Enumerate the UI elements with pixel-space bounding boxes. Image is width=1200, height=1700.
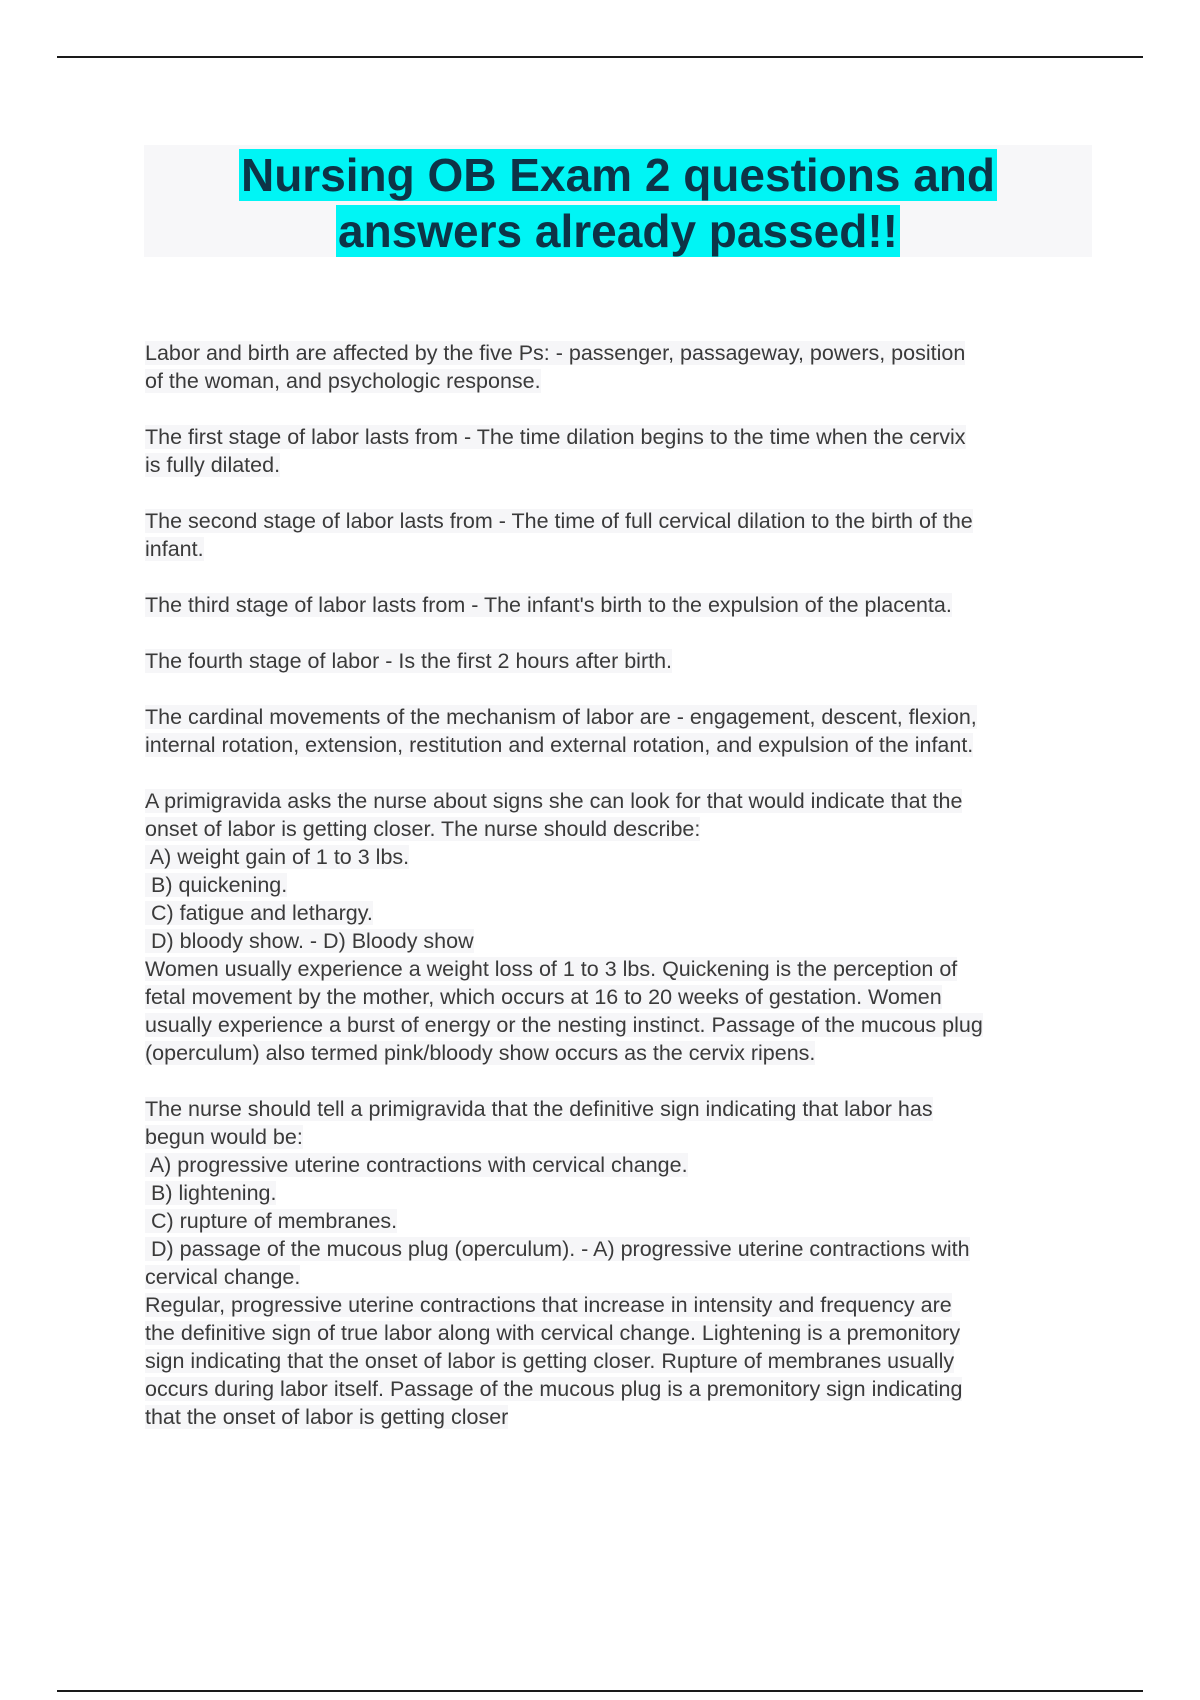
qa-line bbox=[145, 843, 1093, 871]
qa-line-text: usually experience a burst of energy or the nesting instinct. Passage of the mucous plug bbox=[145, 1013, 983, 1037]
qa-line-text: sign indicating that the onset of labor is getting closer. Rupture of membranes usually bbox=[145, 1349, 955, 1373]
page-title bbox=[144, 145, 1092, 259]
qa-line-text: the definitive sign of true labor along with cervical change. Lightening is a premonitory bbox=[145, 1321, 961, 1345]
top-rule bbox=[57, 56, 1143, 58]
qa-line bbox=[145, 1263, 1093, 1291]
qa-line-text: The fourth stage of labor - Is the first 2 hours after birth. bbox=[145, 649, 673, 673]
title-banner bbox=[144, 145, 1092, 257]
qa-line-text: D) passage of the mucous plug (operculum). - A) progressive uterine contractions with bbox=[145, 1237, 970, 1261]
qa-item bbox=[145, 1095, 1093, 1431]
qa-line bbox=[145, 1319, 1093, 1347]
qa-line-text: Women usually experience a weight loss of 1 to 3 lbs. Quickening is the perception of bbox=[145, 957, 958, 981]
qa-line-text: The third stage of labor lasts from - The infant's birth to the expulsion of the placenta. bbox=[145, 593, 952, 617]
qa-line bbox=[145, 1151, 1093, 1179]
qa-line-text: A primigravida asks the nurse about signs she can look for that would indicate that the bbox=[145, 789, 963, 813]
qa-line-text: The first stage of labor lasts from - The time dilation begins to the time when the cervix bbox=[145, 425, 966, 449]
qa-line bbox=[145, 899, 1093, 927]
qa-line bbox=[145, 955, 1093, 983]
qa-item bbox=[145, 507, 1093, 563]
qa-line bbox=[145, 871, 1093, 899]
qa-line bbox=[145, 591, 1093, 619]
qa-line-text: of the woman, and psychologic response. bbox=[145, 369, 541, 393]
qa-line-text: that the onset of labor is getting closer bbox=[145, 1405, 509, 1429]
qa-line bbox=[145, 339, 1093, 367]
qa-line-text: B) lightening. bbox=[145, 1181, 277, 1205]
qa-line bbox=[145, 983, 1093, 1011]
qa-line bbox=[145, 507, 1093, 535]
qa-line bbox=[145, 703, 1093, 731]
qa-item bbox=[145, 591, 1093, 619]
qa-item bbox=[145, 339, 1093, 395]
qa-line bbox=[145, 535, 1093, 563]
qa-line-text: D) bloody show. - D) Bloody show bbox=[145, 929, 474, 953]
qa-line-text: fetal movement by the mother, which occurs at 16 to 20 weeks of gestation. Women bbox=[145, 985, 942, 1009]
qa-line-text: C) fatigue and lethargy. bbox=[145, 901, 373, 925]
qa-item bbox=[145, 423, 1093, 479]
qa-line bbox=[145, 423, 1093, 451]
qa-line bbox=[145, 451, 1093, 479]
qa-line-text: cervical change. bbox=[145, 1265, 301, 1289]
qa-line-text: A) progressive uterine contractions with cervical change. bbox=[145, 1153, 688, 1177]
qa-line-text: internal rotation, extension, restitution and external rotation, and expulsion of the infant. bbox=[145, 733, 974, 757]
qa-item bbox=[145, 703, 1093, 759]
qa-line-text: A) weight gain of 1 to 3 lbs. bbox=[145, 845, 410, 869]
qa-line-text: (operculum) also termed pink/bloody show occurs as the cervix ripens. bbox=[145, 1041, 816, 1065]
qa-line-text: Labor and birth are affected by the five Ps: - passenger, passageway, powers, position bbox=[145, 341, 966, 365]
qa-line bbox=[145, 1095, 1093, 1123]
qa-line bbox=[145, 1403, 1093, 1431]
bottom-rule bbox=[57, 1690, 1143, 1692]
title-line-1: Nursing OB Exam 2 questions and bbox=[240, 149, 996, 201]
qa-line bbox=[145, 1179, 1093, 1207]
qa-item bbox=[145, 787, 1093, 1067]
qa-line bbox=[145, 1207, 1093, 1235]
qa-line bbox=[145, 367, 1093, 395]
qa-line-text: onset of labor is getting closer. The nurse should describe: bbox=[145, 817, 701, 841]
qa-line bbox=[145, 787, 1093, 815]
qa-line-text: The cardinal movements of the mechanism of labor are - engagement, descent, flexion, bbox=[145, 705, 977, 729]
qa-line bbox=[145, 1039, 1093, 1067]
qa-line-text: infant. bbox=[145, 537, 204, 561]
qa-line bbox=[145, 1291, 1093, 1319]
qa-line-text: occurs during labor itself. Passage of the mucous plug is a premonitory sign indicating bbox=[145, 1377, 963, 1401]
document-body bbox=[145, 339, 1093, 1459]
qa-line-text: The second stage of labor lasts from - The time of full cervical dilation to the birth of the bbox=[145, 509, 973, 533]
qa-item bbox=[145, 647, 1093, 675]
qa-line bbox=[145, 927, 1093, 955]
qa-line bbox=[145, 731, 1093, 759]
qa-line-text: begun would be: bbox=[145, 1125, 303, 1149]
qa-line bbox=[145, 1235, 1093, 1263]
qa-line bbox=[145, 1123, 1093, 1151]
qa-line-text: B) quickening. bbox=[145, 873, 288, 897]
qa-line bbox=[145, 1375, 1093, 1403]
qa-line bbox=[145, 647, 1093, 675]
qa-line bbox=[145, 815, 1093, 843]
qa-line-text: Regular, progressive uterine contractions that increase in intensity and frequency are bbox=[145, 1293, 952, 1317]
qa-line-text: is fully dilated. bbox=[145, 453, 281, 477]
qa-line-text: The nurse should tell a primigravida that the definitive sign indicating that labor has bbox=[145, 1097, 933, 1121]
title-line-2: answers already passed!! bbox=[338, 205, 898, 257]
qa-line bbox=[145, 1347, 1093, 1375]
qa-line bbox=[145, 1011, 1093, 1039]
qa-line-text: C) rupture of membranes. bbox=[145, 1209, 398, 1233]
